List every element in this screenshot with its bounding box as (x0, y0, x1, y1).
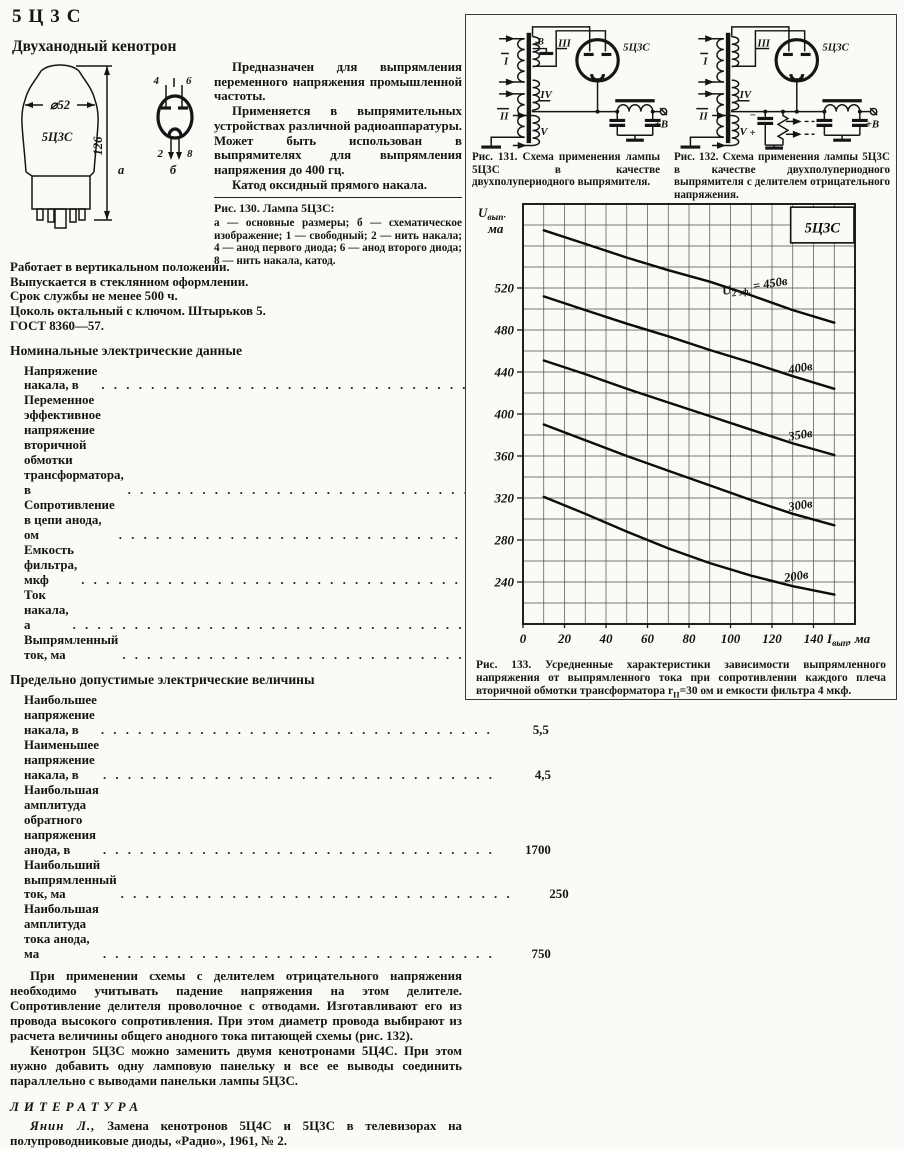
svg-text:280: 280 (494, 532, 514, 548)
intro-paragraph: Применяется в выпрямительных устройствах различной радиоаппаратуры. Может быть использован в выпрямителях для выпрямления напряжения до 400 гц. (214, 104, 462, 177)
pinout-envelope (158, 96, 192, 138)
spec-label: Ток накала, а (24, 588, 69, 632)
svg-text:5Ц3С: 5Ц3С (804, 220, 841, 237)
svg-text:360: 360 (494, 448, 514, 464)
nominal-table (24, 364, 462, 663)
spec-label: Сопротивление в цепи анода, ом (24, 498, 115, 543)
cap-minus-label: − (749, 109, 757, 122)
dot-leader (128, 483, 520, 498)
winding-V-label: V (540, 126, 548, 139)
spec-label: Емкость фильтра, мкф (24, 543, 78, 588)
spec-row (24, 498, 462, 543)
dot-leader (103, 768, 495, 783)
dot-leader (122, 648, 514, 663)
svg-text:Iвып, ма: $I_{вып}$, ма (827, 631, 871, 649)
property-line: ГОСТ 8360—57. (10, 318, 104, 333)
svg-text:Uвып·: $U_{вып\cdot}$ (478, 205, 506, 223)
tube-label: 5Ц3С (623, 41, 650, 54)
tube-label: 5Ц3С (822, 41, 849, 54)
svg-text:400: 400 (494, 406, 514, 422)
svg-text:400в: 400в (787, 358, 814, 377)
cap-plus-label: + (749, 127, 756, 140)
spec-label: Переменное эффективное напряжение вторичной обмотки трансформатора, в (24, 393, 124, 498)
diameter-dim: ⌀52 (49, 98, 71, 112)
figure-130-caption-body: а — основные размеры; б — схематическое изображение; 1 — свободный; 2 — нить накала; 4 — анод первого диода; 6 — анод второго диода; 8 — нить накала, катод. (214, 217, 462, 267)
winding-I-label: I (703, 55, 708, 68)
pin2-label: 2 (157, 148, 163, 160)
height-dim: 126 (91, 136, 105, 156)
minus-b-label: -В (534, 37, 544, 48)
filament-arc (169, 129, 181, 136)
dot-leader (81, 573, 473, 588)
note-paragraph: При применении схемы с делителем отрицательного напряжения необходимо учитывать падение напряжения на этом делителе. Сопротивление делителя проволочное с отводами. Изготавливают его из провода высокого сопротивления. При этом диаметр провода выбирают из расчета величины общего анодного тока питающей схемы (рис. 132). (10, 969, 462, 1044)
literature-text: Замена кенотронов 5Ц4С и 5Ц3С в телевизорах на полупроводниковые диоды, «Радио», 1961, № 2. (10, 1119, 462, 1149)
tube-base (32, 176, 90, 209)
svg-text:480: 480 (494, 322, 514, 338)
svg-text:120: 120 (762, 631, 782, 646)
svg-text:140: 140 (803, 631, 824, 646)
spec-row (24, 633, 462, 663)
dot-leader (103, 947, 495, 962)
svg-text:80: 80 (682, 631, 696, 646)
label-a: а (118, 163, 125, 177)
spec-value: 250 (549, 887, 569, 902)
literature-reference (10, 1119, 462, 1149)
winding-I-label: I (503, 55, 509, 68)
notes (10, 969, 462, 1089)
svg-text:440: 440 (494, 364, 514, 380)
spec-row (24, 364, 462, 394)
transformer-core (726, 33, 730, 143)
winding-V-label: V (739, 126, 747, 139)
intro-text (214, 60, 462, 192)
right-column (465, 14, 897, 700)
figure-132-schematic (670, 19, 896, 151)
general-properties (10, 260, 462, 334)
property-line: Цоколь октальный с ключом. Штырьков 5. (10, 304, 266, 319)
tube-envelope (577, 40, 618, 81)
svg-text:320: 320 (494, 490, 514, 506)
winding-III-label: III (558, 37, 571, 50)
spec-value: 4,5 (534, 767, 552, 782)
dot-leader (101, 378, 493, 393)
winding-II-label: II (699, 110, 708, 123)
intro-and-caption (214, 60, 462, 268)
intro-paragraph: Предназначен для выпрямления переменного напряжения промышленной частоты. (214, 60, 462, 104)
winding-III-label: III (757, 37, 771, 50)
spec-label: Наибольшая амплитуда тока анода, ма (24, 902, 99, 962)
winding-II-label: II (500, 110, 509, 123)
spec-row (24, 782, 551, 858)
spec-row (24, 393, 462, 498)
literature-author: Янин Л., (30, 1119, 96, 1134)
spec-value: 5,5 (532, 722, 549, 737)
svg-text:350в: 350в (787, 425, 814, 444)
figure-130-caption-title: Рис. 130. Лампа 5Ц3С: (214, 201, 335, 216)
tube-envelope (776, 40, 817, 81)
spec-row (24, 737, 552, 783)
note-paragraph: Кенотрон 5Ц3С можно заменить двумя кенотронами 5Ц4С. При этом нужно добавить одну ламповую панельку и все ее выводы соединить параллельно с выводами панельки лампы 5Ц3С. (10, 1044, 462, 1089)
plus-b-label: +В (865, 118, 880, 131)
page-title: 5Ц3С (12, 6, 88, 27)
spec-row (24, 543, 462, 588)
spec-label: Наименьшее напряжение накала, в (24, 737, 99, 782)
tube-type-subtitle: Двуханодный кенотрон (12, 38, 177, 55)
svg-text:20: 20 (558, 631, 571, 646)
figure-131-schematic (467, 19, 669, 151)
plus-b-label: +В (654, 118, 669, 131)
spec-label: Напряжение накала, в (24, 363, 98, 393)
figure-130-caption (214, 197, 462, 267)
limits-heading: Предельно допустимые электрические величины (10, 671, 315, 687)
svg-text:200в: 200в (783, 567, 810, 585)
dot-leader (101, 723, 493, 738)
svg-text:60: 60 (641, 631, 654, 646)
chart-svg (466, 199, 896, 655)
literature-heading: ЛИТЕРАТУРА (10, 1099, 144, 1115)
figure-131-caption: Рис. 131. Схема применения лампы 5Ц3С в качестве двухполупериодного выпрямителя. (472, 151, 660, 189)
spec-row (24, 857, 569, 903)
svg-text:520: 520 (494, 280, 514, 296)
spec-label: Наибольший выпрямленный ток, ма (24, 857, 117, 902)
dot-leader (119, 528, 511, 543)
property-line: Срок службы не менее 500 ч. (10, 289, 178, 304)
spec-label: Выпрямленный ток, ма (24, 632, 119, 662)
figure-132-caption: Рис. 132. Схема применения лампы 5Ц3С в качестве двухполупериодного выпрямителя с делителем отрицательного напряжения. (674, 151, 890, 201)
spec-label: Наибольшая амплитуда обратного напряжения анода, в (24, 782, 99, 857)
spec-row (24, 692, 549, 738)
svg-text:300в: 300в (787, 496, 814, 514)
tube-marking: 5Ц3С (41, 130, 73, 144)
svg-text:U2 эф. = 450в: $U_{2 эф.} = 450в$ (721, 273, 789, 299)
spec-value: 1700 (525, 842, 551, 857)
svg-text:100: 100 (720, 631, 741, 646)
svg-text:ма: ма (488, 221, 504, 236)
intro-paragraph: Катод оксидный прямого накала. (232, 177, 428, 192)
winding-IV-label: IV (739, 88, 752, 101)
svg-text:40: 40 (599, 631, 613, 646)
pin6-label: 6 (186, 75, 192, 87)
label-b: б (169, 163, 177, 177)
dot-leader (121, 887, 513, 902)
property-line: Выпускается в стеклянном оформлении. (10, 274, 249, 289)
spec-label: Наибольшее напряжение накала, в (24, 692, 97, 737)
svg-text:240: 240 (494, 574, 514, 590)
dot-leader (103, 843, 495, 858)
dot-leader (73, 618, 465, 633)
nominal-heading: Номинальные электрические данные (10, 342, 242, 358)
spec-value: 750 (531, 947, 551, 962)
property-line: Работает в вертикальном положении. (10, 260, 230, 274)
pin4-label: 4 (153, 75, 159, 87)
limits-table (24, 692, 569, 962)
tube-drawing (10, 60, 210, 256)
figure-133-caption: Рис. 133. Усредненные характеристики зависимости выпрямленного напряжения от выпрямленного тока при сопротивлении каждого плеча вторичной обмотки трансформатора $r_{II}=30$ ом и емкости фильтра 4 мкф. (476, 659, 886, 700)
transformer-core (527, 33, 531, 143)
pin8-label: 8 (187, 148, 193, 160)
spec-row (24, 902, 551, 962)
divider-resistor (778, 112, 788, 145)
tube-bulb-outline (22, 65, 98, 172)
winding-IV-label: IV (540, 88, 552, 101)
spec-row (24, 588, 462, 633)
svg-text:0: 0 (519, 631, 527, 646)
